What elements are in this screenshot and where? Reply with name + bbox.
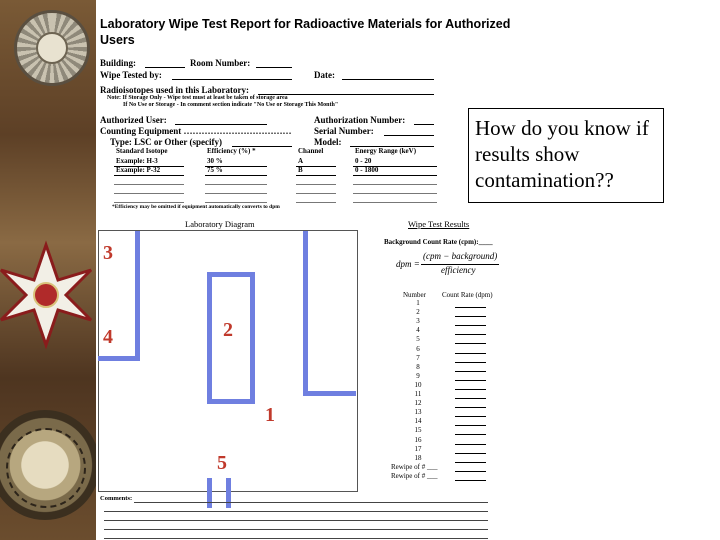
authorized-user-label: Authorized User: <box>100 115 167 125</box>
isotope-header-standard: Standard Isotope <box>116 147 168 155</box>
building-label: Building: <box>100 58 137 68</box>
count-rate-field[interactable] <box>455 380 486 381</box>
count-rate-field[interactable] <box>455 407 486 408</box>
isotope-cell: 0 - 1800 <box>355 166 379 174</box>
isotope-cell: A <box>298 157 304 165</box>
formula-lhs: dpm = <box>396 259 420 269</box>
result-number: 7 <box>416 353 420 362</box>
bench-bar <box>207 272 212 404</box>
result-number: 17 <box>414 444 422 453</box>
isotope-cell: 75 % <box>207 166 223 174</box>
count-rate-field[interactable] <box>455 325 486 326</box>
result-number: 2 <box>416 308 420 317</box>
diagram-label-5: 5 <box>217 452 227 474</box>
count-rate-field[interactable] <box>455 425 486 426</box>
isotope-blank-field[interactable] <box>353 193 437 194</box>
count-rate-field[interactable] <box>455 462 486 463</box>
comments-label: Comments: <box>100 495 133 502</box>
authorized-user-field[interactable] <box>175 124 267 125</box>
serial-number-label: Serial Number: <box>314 126 374 136</box>
rewipe-label: Rewipe of # ___ <box>391 462 438 471</box>
count-rate-field[interactable] <box>455 453 486 454</box>
isotope-blank-field[interactable] <box>353 202 437 203</box>
comments-line[interactable] <box>104 538 488 539</box>
wipe-tested-label: Wipe Tested by: <box>100 70 162 80</box>
count-rate-field[interactable] <box>455 307 486 308</box>
result-number: 13 <box>414 408 422 417</box>
maltese-cross-icon <box>0 240 96 350</box>
decorative-photo-strip <box>0 0 96 540</box>
count-rate-field[interactable] <box>455 334 486 335</box>
door-bar <box>226 478 231 508</box>
isotope-blank-field[interactable] <box>296 202 336 203</box>
wall-bar <box>303 231 308 396</box>
wall-bar <box>135 231 140 361</box>
isotope-header-channel: Channel <box>298 147 324 155</box>
result-number: 18 <box>414 453 422 462</box>
isotope-cell: Example: H-3 <box>116 157 158 165</box>
comments-line[interactable] <box>104 520 488 521</box>
count-rate-field[interactable] <box>455 398 486 399</box>
report-title: Laboratory Wipe Test Report for Radioactive Materials for Authorized Users <box>100 17 511 47</box>
comments-line[interactable] <box>104 511 488 512</box>
result-number: 14 <box>414 417 422 426</box>
count-rate-field[interactable] <box>455 343 486 344</box>
note-storage-only: Note: If Storage Only - Wipe test must at least be taken of storage area <box>107 95 288 101</box>
isotope-cell: 0 - 20 <box>355 157 372 165</box>
comments-line[interactable] <box>134 502 488 503</box>
result-number: 12 <box>414 399 422 408</box>
bench-bar <box>250 272 255 404</box>
serial-number-field[interactable] <box>384 135 434 136</box>
laboratory-diagram-heading: Laboratory Diagram <box>185 219 255 229</box>
radioisotopes-label: Radioisotopes used in this Laboratory: <box>100 85 250 95</box>
wipe-tested-field[interactable] <box>172 79 292 80</box>
count-rate-field[interactable] <box>455 316 486 317</box>
result-number: 8 <box>416 362 420 371</box>
isotope-header-energy: Energy Range (keV) <box>355 147 417 155</box>
result-number: 10 <box>414 380 422 389</box>
isotope-blank-field[interactable] <box>296 184 336 185</box>
count-rate-field[interactable] <box>455 362 486 363</box>
result-number: 4 <box>416 326 420 335</box>
isotope-cell: 30 % <box>207 157 223 165</box>
row-underline <box>353 175 437 176</box>
isotope-cell: Example: P-32 <box>116 166 161 174</box>
result-number: 15 <box>414 426 422 435</box>
compass-ring-icon <box>6 428 86 508</box>
wipe-test-results-heading: Wipe Test Results <box>408 219 470 229</box>
efficiency-footnote: *Efficiency may be omitted if equipment automatically converts to dpm <box>112 204 280 210</box>
authorization-number-label: Authorization Number: <box>314 115 406 125</box>
door-bar <box>207 478 212 508</box>
count-rate-field[interactable] <box>455 471 486 472</box>
row-underline <box>296 175 336 176</box>
result-number: 5 <box>416 335 420 344</box>
diagram-label-2: 2 <box>223 319 233 341</box>
isotope-blank-field[interactable] <box>205 202 267 203</box>
isotope-blank-field[interactable] <box>205 184 267 185</box>
building-field[interactable] <box>145 67 185 68</box>
count-rate-field[interactable] <box>455 416 486 417</box>
question-callout: How do you know if results show contamination?? <box>468 108 664 203</box>
diagram-label-3: 3 <box>103 242 113 264</box>
row-underline <box>205 175 267 176</box>
isotope-header-efficiency: Efficiency (%) * <box>207 147 256 155</box>
isotope-blank-field[interactable] <box>353 184 437 185</box>
count-rate-field[interactable] <box>455 480 486 481</box>
count-rate-field[interactable] <box>455 371 486 372</box>
type-label: Type: LSC or Other (specify) <box>110 137 222 147</box>
note-no-use: If No Use or Storage - In comment section indicate "No Use or Storage This Month" <box>123 102 339 108</box>
diagram-label-4: 4 <box>103 326 113 348</box>
result-number: 1 <box>416 299 420 307</box>
col-number-header: Number <box>403 291 426 299</box>
formula-numerator: (cpm − background) <box>423 251 498 261</box>
row-underline <box>114 175 184 176</box>
room-number-label: Room Number: <box>190 58 251 68</box>
isotope-blank-field[interactable] <box>114 202 184 203</box>
result-number: 16 <box>414 435 422 444</box>
result-number: 3 <box>416 317 420 326</box>
bench-bar <box>207 399 255 404</box>
wall-bar <box>98 356 140 361</box>
diagram-label-1: 1 <box>265 404 275 426</box>
wall-bar <box>303 391 356 396</box>
result-number: 11 <box>414 390 422 398</box>
bench-bar <box>207 272 255 277</box>
model-label: Model: <box>314 137 342 147</box>
date-label: Date: <box>314 70 335 80</box>
authorization-number-field[interactable] <box>414 124 434 125</box>
date-field[interactable] <box>342 79 434 80</box>
formula-denominator: efficiency <box>441 265 476 275</box>
background-count-label: Background Count Rate (cpm):____ <box>384 238 493 246</box>
isotope-blank-field[interactable] <box>296 193 336 194</box>
rewipe-label: Rewipe of # ___ <box>391 471 438 480</box>
isotope-blank-field[interactable] <box>114 184 184 185</box>
counting-equipment-label: Counting Equipment ……………………………… <box>100 126 292 136</box>
count-rate-field[interactable] <box>455 353 486 354</box>
medal-center-icon <box>36 32 68 64</box>
isotope-cell: B <box>298 166 303 174</box>
comments-line[interactable] <box>104 529 488 530</box>
result-number: 9 <box>416 371 420 380</box>
count-rate-field[interactable] <box>455 444 486 445</box>
room-number-field[interactable] <box>256 67 292 68</box>
count-rate-field[interactable] <box>455 434 486 435</box>
result-number: 6 <box>416 344 420 353</box>
count-rate-field[interactable] <box>455 389 486 390</box>
col-count-header: Count Rate (dpm) <box>442 291 493 299</box>
isotope-blank-field[interactable] <box>205 193 267 194</box>
isotope-blank-field[interactable] <box>114 193 184 194</box>
